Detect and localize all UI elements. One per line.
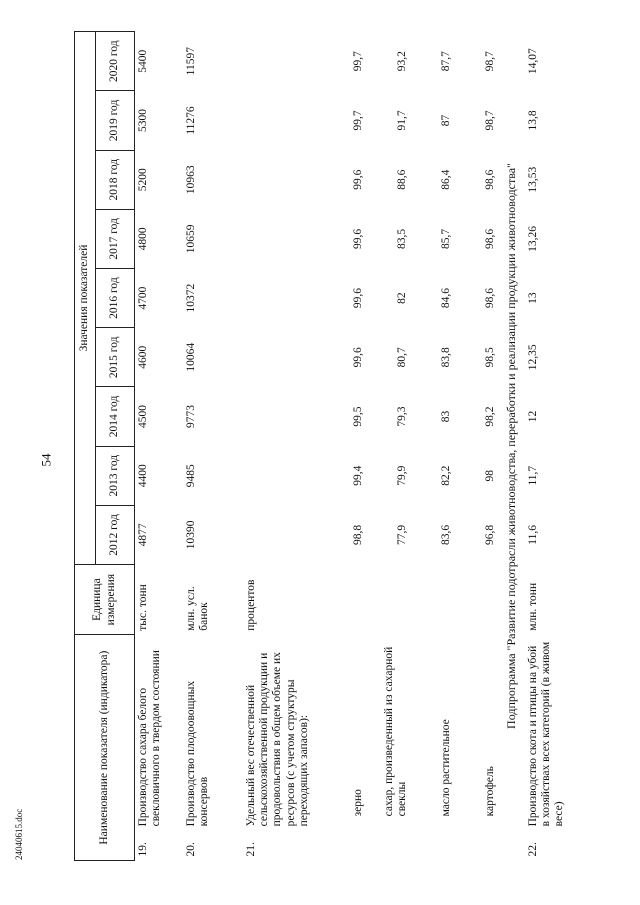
table-row <box>455 32 499 861</box>
row-value: 83,8 <box>439 347 452 368</box>
row-value: 91,7 <box>395 110 408 131</box>
footer-filename: 24040615.doc <box>14 808 24 860</box>
header-name: Наименование показателя (индикатора) <box>75 635 135 861</box>
row-value: 79,3 <box>395 406 408 427</box>
row-name: Производство скота и птицы на убой в хозяйствах всех категорий (в живом весе) <box>526 641 566 827</box>
table-row <box>367 32 411 861</box>
row-value: 83,5 <box>395 228 408 249</box>
row-value: 99,6 <box>351 288 364 309</box>
row-value: 4500 <box>137 405 149 428</box>
row-value: 84,6 <box>439 288 452 309</box>
row-value: 98,7 <box>483 110 496 131</box>
row-number: 20. <box>185 842 197 857</box>
row-value: 93,2 <box>395 51 408 72</box>
table-row <box>183 32 243 861</box>
row-number: 19. <box>137 842 149 857</box>
row-value: 98,5 <box>483 347 496 368</box>
row-value: 13 <box>526 292 539 304</box>
table-row <box>525 32 575 861</box>
subprogram-title: Подпрограмма "Развитие подотрасли животноводства, переработки и реализации продукции животноводства" <box>504 163 518 729</box>
row-value: 87,7 <box>439 51 452 72</box>
header-year: 2015 год <box>96 328 135 387</box>
row-unit: млн. усл. банок <box>185 586 211 631</box>
row-value: 12,35 <box>526 344 539 371</box>
row-unit: тыс. тонн <box>137 584 149 631</box>
row-unit: процентов <box>245 579 257 631</box>
row-value: 13,8 <box>526 110 539 131</box>
row-value: 82 <box>395 292 408 304</box>
row-value: 9485 <box>185 464 197 488</box>
row-value: 98,7 <box>483 51 496 72</box>
row-value: 77,9 <box>395 524 408 545</box>
row-value: 9773 <box>185 405 197 428</box>
row-number: 22. <box>526 842 539 857</box>
row-value: 98,6 <box>483 288 496 309</box>
row-value: 85,7 <box>439 228 452 249</box>
subprogram-row <box>499 32 525 861</box>
indicator-table-wrapper <box>74 31 618 861</box>
row-value: 86,4 <box>439 169 452 190</box>
row-value: 10064 <box>185 342 197 372</box>
row-value: 98,6 <box>483 228 496 249</box>
row-name: масло растительное <box>439 719 452 817</box>
header-year: 2019 год <box>96 91 135 150</box>
row-value: 10963 <box>185 165 197 195</box>
row-name: Производство сахара белого свекловичного в твердом состоянии <box>137 650 163 827</box>
row-value: 99,4 <box>351 465 364 486</box>
row-value: 10659 <box>185 224 197 254</box>
row-empty-values <box>243 32 323 565</box>
header-year: 2013 год <box>96 446 135 505</box>
rotated-page <box>74 31 618 861</box>
page-number: 54 <box>38 453 54 467</box>
row-value: 83 <box>439 410 452 423</box>
row-value: 5300 <box>137 108 149 132</box>
row-name: Производство плодоовощных консервов <box>185 680 211 827</box>
row-value: 98,2 <box>483 406 496 427</box>
row-value: 99,6 <box>351 169 364 190</box>
row-value: 99,7 <box>351 51 364 72</box>
header-year: 2012 год <box>96 505 135 564</box>
row-value: 99,6 <box>351 347 364 368</box>
row-value: 82,2 <box>439 465 452 486</box>
row-value: 10390 <box>185 520 197 550</box>
row-value: 99,7 <box>351 110 364 131</box>
row-name: Удельный вес отечественной сельскохозяйственной продукции и продовольствия в общем объеме их ресурсов (с учетом структуры переходящих запасов): <box>245 652 310 827</box>
row-name: сахар, произведенный из сахарной свеклы <box>382 646 408 817</box>
row-name: зерно <box>351 789 364 817</box>
row-value: 13,53 <box>526 166 539 193</box>
row-value: 4800 <box>137 227 149 251</box>
row-value: 98,6 <box>483 169 496 190</box>
header-unit: Единица измерения <box>75 565 135 635</box>
row-value: 4400 <box>137 464 149 488</box>
row-value: 5400 <box>137 49 149 73</box>
row-value: 80,7 <box>395 347 408 368</box>
indicator-table <box>74 31 575 861</box>
row-value: 10372 <box>185 283 197 313</box>
row-value: 83,6 <box>439 524 452 545</box>
header-year: 2014 год <box>96 387 135 446</box>
row-value: 11,6 <box>526 525 539 545</box>
header-year: 2016 год <box>96 268 135 327</box>
header-year: 2018 год <box>96 150 135 209</box>
table-row <box>135 32 184 861</box>
row-value: 4600 <box>137 345 149 369</box>
row-value: 88,6 <box>395 169 408 190</box>
table-header <box>75 32 135 861</box>
row-value: 11,7 <box>526 465 539 486</box>
table-row <box>323 32 367 861</box>
row-value: 14,07 <box>526 48 539 75</box>
row-value: 87 <box>439 114 452 127</box>
row-name: картофель <box>483 766 496 817</box>
row-value: 99,6 <box>351 228 364 249</box>
header-year: 2020 год <box>96 32 135 91</box>
row-value: 11597 <box>185 47 197 76</box>
header-year: 2017 год <box>96 209 135 268</box>
row-value: 96,8 <box>483 524 496 545</box>
row-value: 11276 <box>185 106 197 135</box>
row-value: 13,26 <box>526 225 539 252</box>
row-value: 12 <box>526 410 539 423</box>
table-row <box>411 32 455 861</box>
row-number: 21. <box>245 842 257 857</box>
row-value: 79,9 <box>395 465 408 486</box>
row-value: 98 <box>483 469 496 482</box>
header-values-group: Значения показателей <box>75 32 96 565</box>
row-value: 4700 <box>137 286 149 310</box>
row-value: 98,8 <box>351 524 364 545</box>
table-row <box>243 32 323 861</box>
row-value: 5200 <box>137 168 149 192</box>
row-value: 4877 <box>137 523 149 547</box>
row-value: 99,5 <box>351 406 364 427</box>
row-unit: млн. тонн <box>526 582 539 631</box>
